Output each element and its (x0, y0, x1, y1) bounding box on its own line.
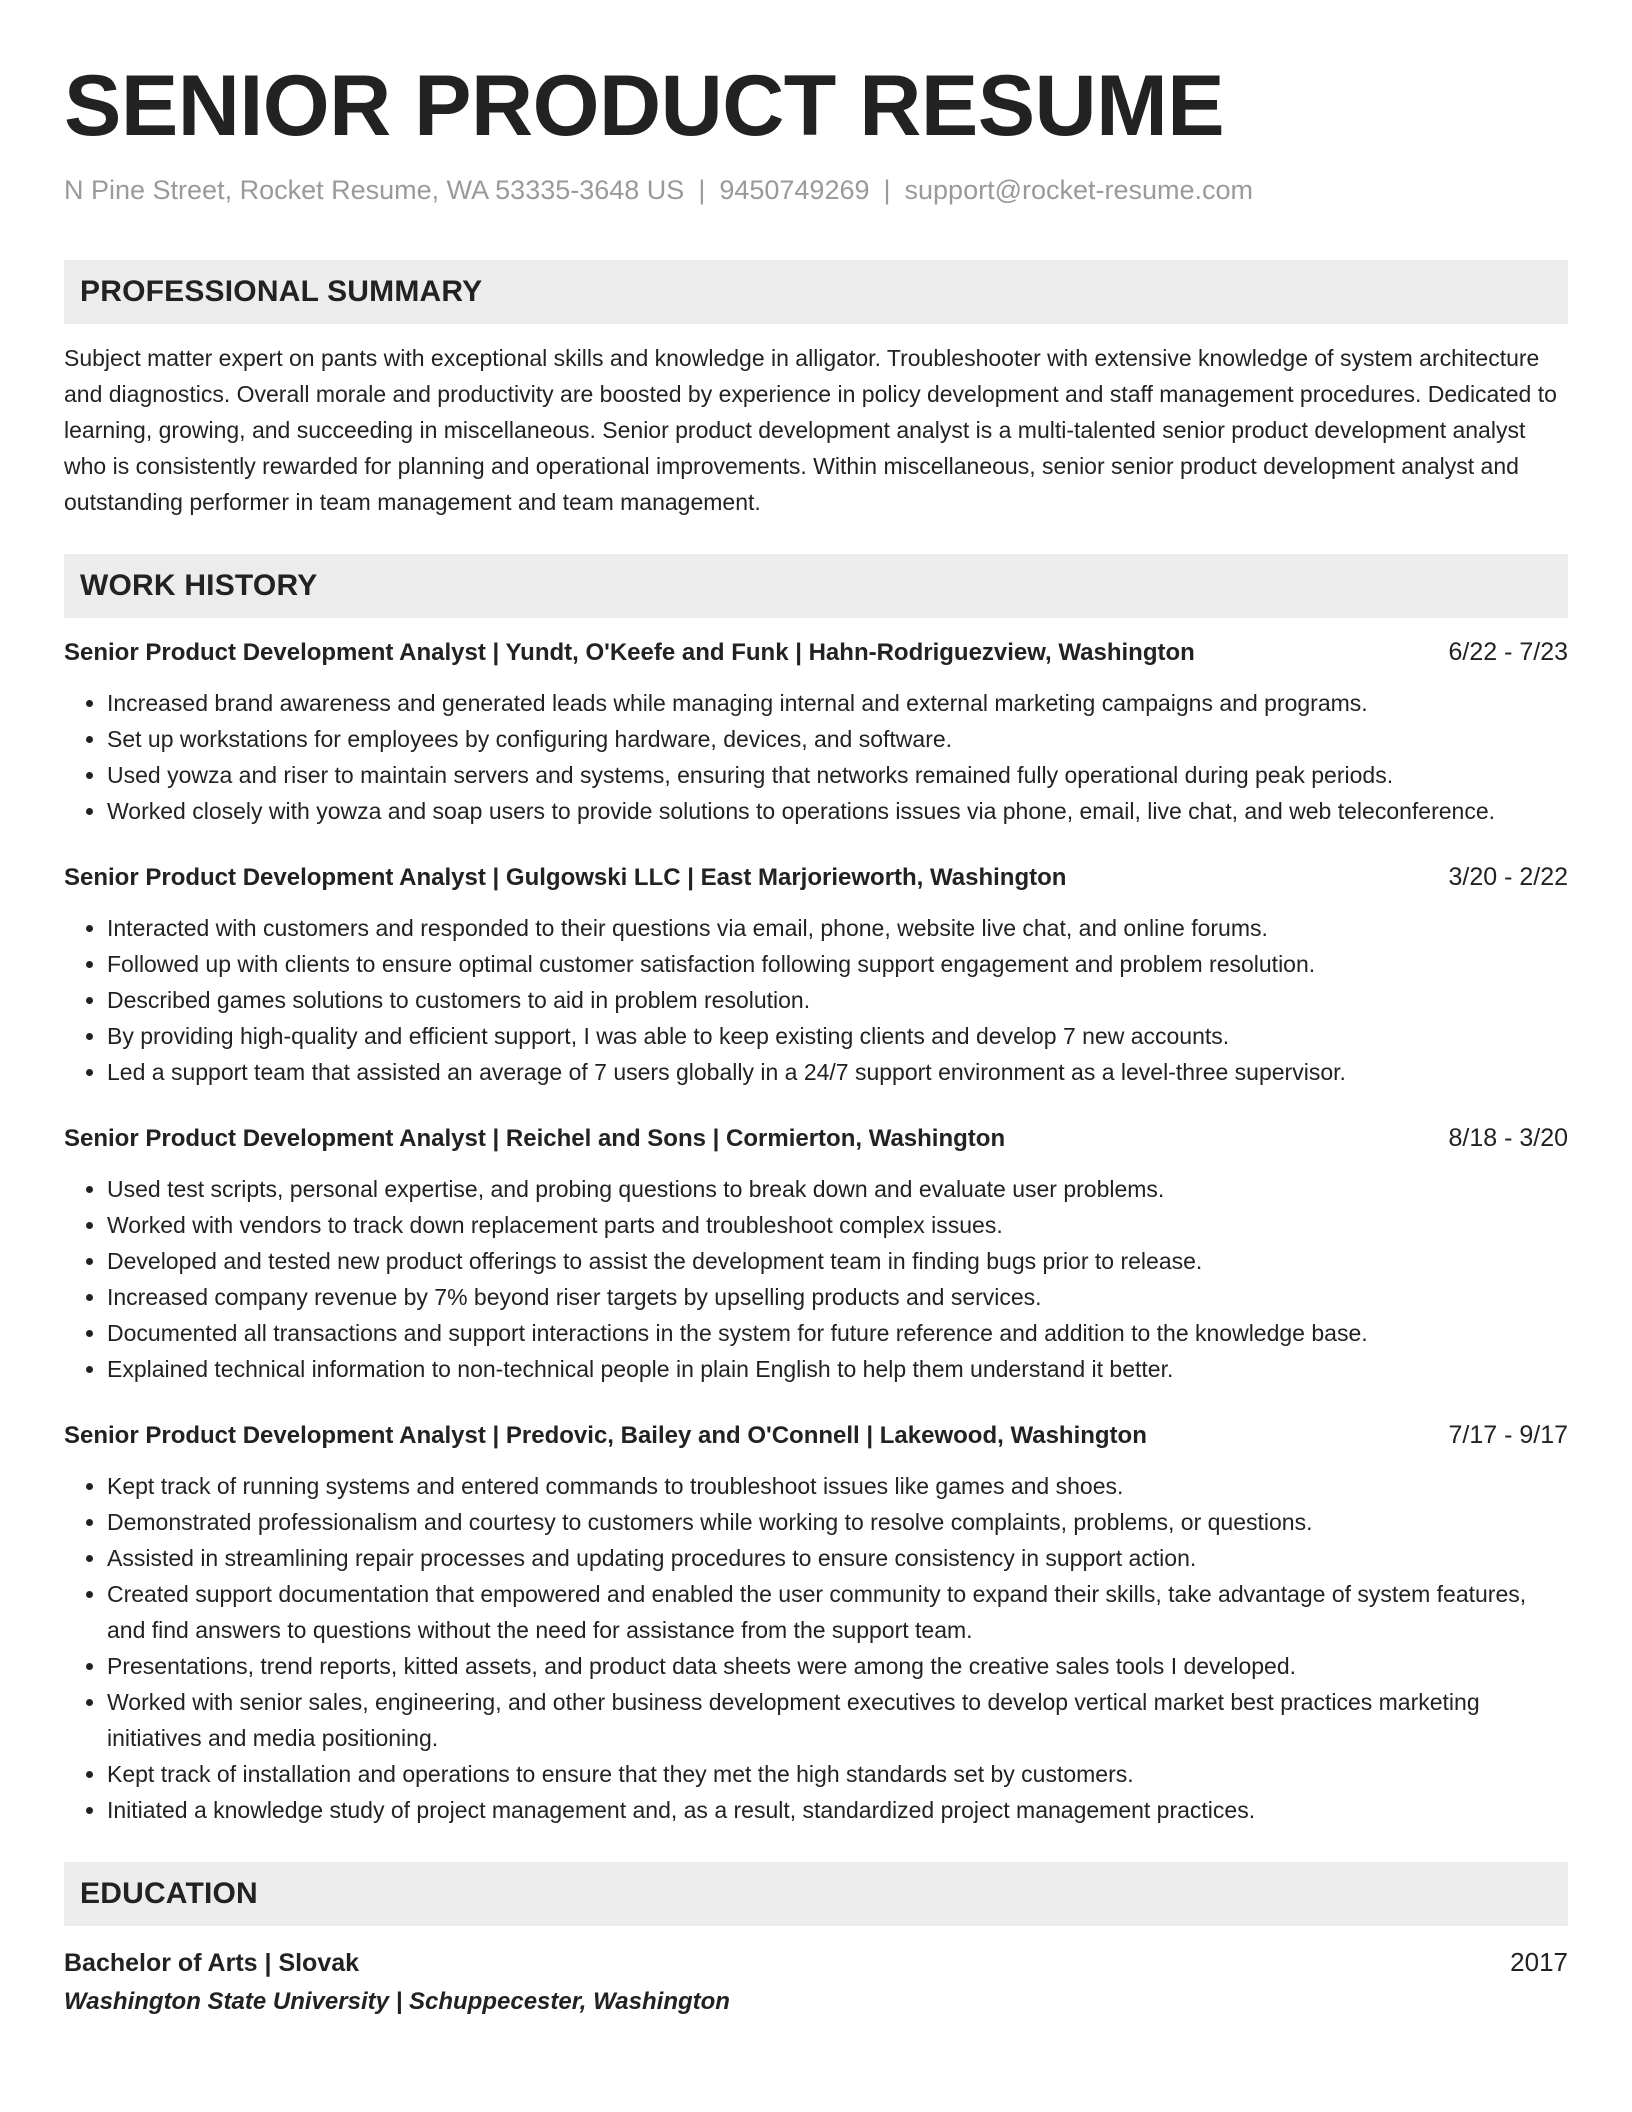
job-entry (64, 1417, 1568, 1828)
job-bullet: • Described games solutions to customers to aid in problem resolution. (107, 982, 1568, 1018)
job-bullet: • Created support documentation that empowered and enabled the user community to expand their skills, take advantage of system features, and find answers to questions without the need for assistance from the support team. (107, 1576, 1568, 1648)
job-bullet: • Presentations, trend reports, kitted assets, and product data sheets were among the creative sales tools I developed. (107, 1648, 1568, 1684)
job-bullet: • Initiated a knowledge study of project management and, as a result, standardized project management practices. (107, 1792, 1568, 1828)
job-title: Senior Product Development Analyst | Gulgowski LLC | East Marjorieworth, Washington (64, 864, 1067, 891)
job-bullet: • Kept track of running systems and entered commands to troubleshoot issues like games and shoes. (107, 1468, 1568, 1504)
job-bullet: • Assisted in streamlining repair processes and updating procedures to ensure consistency in support action. (107, 1540, 1568, 1576)
job-bullet: • Led a support team that assisted an average of 7 users globally in a 24/7 support environment as a level-three supervisor. (107, 1054, 1568, 1090)
contact-phone: 9450749269 (719, 175, 870, 205)
job-header (64, 634, 1568, 671)
job-bullets (64, 910, 1568, 1090)
summary-text: Subject matter expert on pants with exceptional skills and knowledge in alligator. Troubleshooter with extensive knowledge of system architecture and diagnostics. Overall morale and productivity are boosted by experience in policy development and staff management procedures. Dedicated to learning, growing, and succeeding in miscellaneous. Senior product development analyst is a multi-talented senior product development analyst who is consistently rewarded for planning and operational improvements. Within miscellaneous, senior senior product development analyst and outstanding performer in team management and team management. (64, 345, 1557, 515)
work-history-heading: WORK HISTORY (64, 554, 1568, 618)
job-title: Senior Product Development Analyst | Reichel and Sons | Cormierton, Washington (64, 1125, 1006, 1152)
contact-address: N Pine Street, Rocket Resume, WA 53335-3648 US (64, 175, 685, 205)
job-bullets (64, 1468, 1568, 1828)
job-bullet: • Kept track of installation and operations to ensure that they met the high standards set by customers. (107, 1756, 1568, 1792)
job-bullets (64, 685, 1568, 829)
job-bullets (64, 1171, 1568, 1387)
job-bullet: • Increased brand awareness and generated leads while managing internal and external marketing campaigns and programs. (107, 685, 1568, 721)
summary-heading: PROFESSIONAL SUMMARY (64, 260, 1568, 324)
job-bullet: • Interacted with customers and responded to their questions via email, phone, website live chat, and online forums. (107, 910, 1568, 946)
job-header (64, 859, 1568, 896)
job-dates: 8/18 - 3/20 (1448, 1124, 1568, 1152)
education-year: 2017 (1510, 1947, 1568, 1977)
job-bullet: • Worked with vendors to track down replacement parts and troubleshoot complex issues. (107, 1207, 1568, 1243)
job-title: Senior Product Development Analyst | Yundt, O'Keefe and Funk | Hahn-Rodriguezview, Washington (64, 639, 1195, 666)
job-entry (64, 1120, 1568, 1387)
contact-separator: | (883, 175, 891, 205)
contact-email: support@rocket-resume.com (904, 175, 1254, 205)
job-bullet: • Documented all transactions and support interactions in the system for future reference and addition to the knowledge base. (107, 1315, 1568, 1351)
education-degree: Bachelor of Arts | Slovak (64, 1949, 360, 1977)
job-dates: 6/22 - 7/23 (1448, 638, 1568, 666)
job-title: Senior Product Development Analyst | Predovic, Bailey and O'Connell | Lakewood, Washington (64, 1422, 1147, 1449)
resume-name: SENIOR PRODUCT RESUME (64, 58, 1225, 154)
job-bullet: • Followed up with clients to ensure optimal customer satisfaction following support engagement and problem resolution. (107, 946, 1568, 982)
job-header (64, 1120, 1568, 1157)
job-bullet: • Demonstrated professionalism and courtesy to customers while working to resolve complaints, problems, or questions. (107, 1504, 1568, 1540)
job-bullet: • Worked with senior sales, engineering, and other business development executives to develop vertical market best practices marketing initiatives and media positioning. (107, 1684, 1568, 1756)
job-bullet: • Used yowza and riser to maintain servers and systems, ensuring that networks remained fully operational during peak periods. (107, 757, 1568, 793)
education-entry (64, 1944, 1568, 2019)
contact-separator: | (698, 175, 706, 205)
job-bullet: • Developed and tested new product offerings to assist the development team in finding bugs prior to release. (107, 1243, 1568, 1279)
job-entry (64, 859, 1568, 1090)
education-school: Washington State University | Schuppecester, Washington (64, 1988, 730, 2015)
job-bullet: • Increased company revenue by 7% beyond riser targets by upselling products and services. (107, 1279, 1568, 1315)
education-header (64, 1944, 1568, 1981)
job-bullet: • Used test scripts, personal expertise, and probing questions to break down and evaluate user problems. (107, 1171, 1568, 1207)
education-heading: EDUCATION (64, 1862, 1568, 1926)
job-bullet: • Set up workstations for employees by configuring hardware, devices, and software. (107, 721, 1568, 757)
contact-line (64, 172, 1568, 208)
job-bullet: • Worked closely with yowza and soap users to provide solutions to operations issues via phone, email, live chat, and web teleconference. (107, 793, 1568, 829)
job-dates: 3/20 - 2/22 (1448, 863, 1568, 891)
job-header (64, 1417, 1568, 1454)
job-dates: 7/17 - 9/17 (1448, 1421, 1568, 1449)
job-entry (64, 634, 1568, 829)
job-bullet: • By providing high-quality and efficient support, I was able to keep existing clients and develop 7 new accounts. (107, 1018, 1568, 1054)
job-bullet: • Explained technical information to non-technical people in plain English to help them understand it better. (107, 1351, 1568, 1387)
